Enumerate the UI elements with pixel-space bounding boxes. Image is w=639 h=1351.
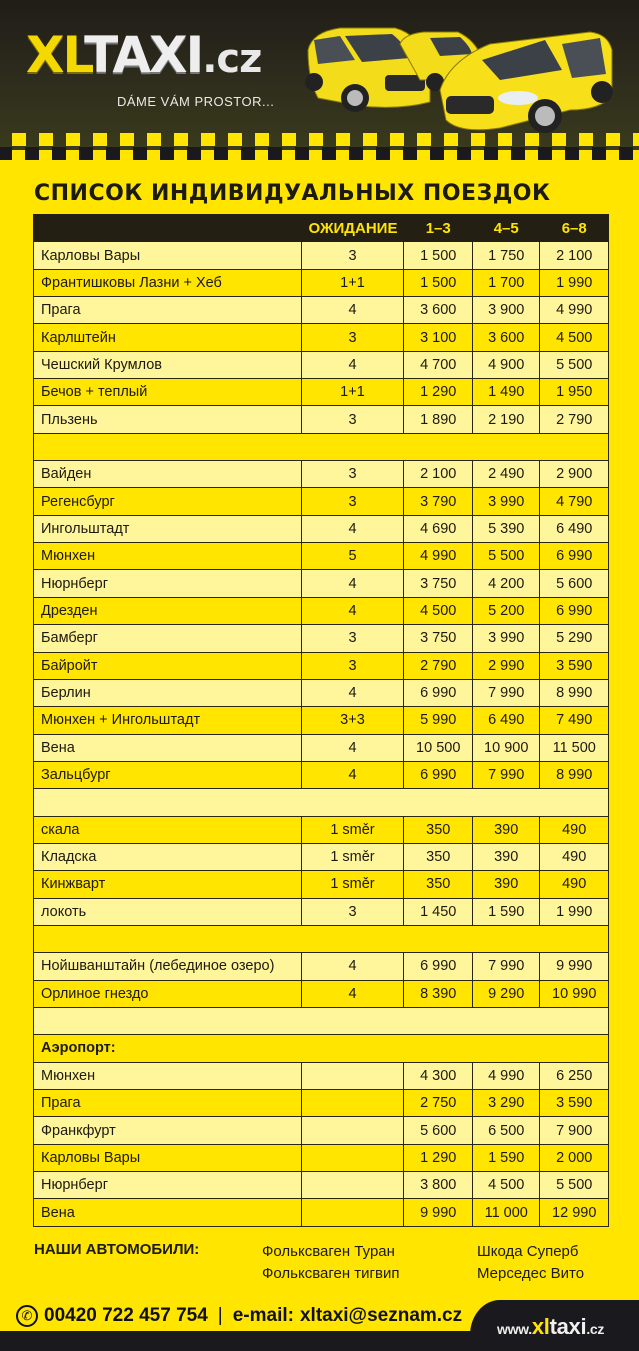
slogan: DÁME VÁM PROSTOR...: [117, 94, 275, 109]
checker-square: [214, 147, 228, 160]
destination-cell: Дрезден: [34, 597, 302, 624]
website-xl: xl: [531, 1314, 550, 1339]
checker-square: [12, 133, 26, 146]
table-row: [34, 652, 609, 679]
waiting-cell: 4: [301, 570, 404, 597]
checker-square: [255, 133, 269, 146]
waiting-cell: 1+1: [301, 269, 404, 296]
logo-xl: XL: [26, 26, 85, 84]
price-6-8-cell: 4 500: [540, 324, 609, 351]
price-6-8-cell: 3 590: [540, 652, 609, 679]
table-row: [34, 843, 609, 870]
waiting-cell: 3: [301, 461, 404, 488]
spacer-cell: [34, 789, 609, 816]
checker-square: [174, 133, 188, 146]
price-6-8-cell: 6 990: [540, 597, 609, 624]
destination-cell: Франтишковы Лазни + Хеб: [34, 269, 302, 296]
col-header-waiting: ОЖИДАНИЕ: [301, 215, 404, 242]
checker-square: [79, 147, 93, 160]
checker-square: [444, 133, 458, 146]
email-label: e-mail:: [232, 1305, 294, 1326]
destination-cell: Нюрнберг: [34, 1172, 302, 1199]
checker-square: [39, 133, 53, 146]
destination-cell: Ингольштадт: [34, 515, 302, 542]
price-4-5-cell: 3 900: [473, 297, 540, 324]
destination-cell: Вена: [34, 734, 302, 761]
contact-line: [16, 1305, 462, 1327]
table-row: [34, 816, 609, 843]
price-1-3-cell: 4 990: [404, 543, 473, 570]
checker-square: [633, 133, 639, 146]
price-4-5-cell: 4 200: [473, 570, 540, 597]
waiting-cell: 3: [301, 898, 404, 925]
price-4-5-cell: 4 500: [473, 1172, 540, 1199]
table-row: [34, 1172, 609, 1199]
checker-square: [525, 133, 539, 146]
table-row: [34, 515, 609, 542]
destination-cell: Нойшванштайн (лебединое озеро): [34, 953, 302, 980]
destination-cell: Бечов + теплый: [34, 379, 302, 406]
checker-square: [417, 133, 431, 146]
destination-cell: Чешский Крумлов: [34, 351, 302, 378]
col-header-4-5: 4–5: [473, 215, 540, 242]
price-6-8-cell: 5 290: [540, 625, 609, 652]
checker-square: [187, 147, 201, 160]
price-4-5-cell: 7 990: [473, 761, 540, 788]
checker-square: [390, 133, 404, 146]
table-row: [34, 898, 609, 925]
waiting-cell: 3: [301, 652, 404, 679]
price-1-3-cell: 1 500: [404, 242, 473, 269]
table-row: [34, 734, 609, 761]
price-6-8-cell: 5 600: [540, 570, 609, 597]
waiting-cell: 1 směr: [301, 871, 404, 898]
price-4-5-cell: 3 990: [473, 488, 540, 515]
waiting-cell: 4: [301, 679, 404, 706]
car-item: Фольксваген тигвип: [262, 1265, 400, 1282]
checker-square: [430, 147, 444, 160]
price-1-3-cell: 3 750: [404, 570, 473, 597]
website-link[interactable]: [497, 1314, 604, 1340]
section-title: Аэропорт:: [34, 1035, 609, 1062]
price-1-3-cell: 2 750: [404, 1090, 473, 1117]
car-item: Шкода Суперб: [477, 1243, 579, 1260]
price-1-3-cell: 10 500: [404, 734, 473, 761]
section-row: [34, 1035, 609, 1062]
waiting-cell: [301, 1199, 404, 1226]
table-row: [34, 1062, 609, 1089]
destination-cell: Франкфурт: [34, 1117, 302, 1144]
page-title: СПИСОК ИНДИВИДУАЛЬНЫХ ПОЕЗДОК: [34, 181, 551, 206]
price-1-3-cell: 1 450: [404, 898, 473, 925]
price-6-8-cell: 11 500: [540, 734, 609, 761]
price-4-5-cell: 390: [473, 816, 540, 843]
price-1-3-cell: 8 390: [404, 980, 473, 1007]
destination-cell: Мюнхен: [34, 543, 302, 570]
waiting-cell: 4: [301, 351, 404, 378]
phone-number[interactable]: 00420 722 457 754: [44, 1305, 208, 1326]
price-6-8-cell: 5 500: [540, 1172, 609, 1199]
destination-cell: Карловы Вары: [34, 1144, 302, 1171]
price-6-8-cell: 1 950: [540, 379, 609, 406]
price-6-8-cell: 9 990: [540, 953, 609, 980]
table-header-row: [34, 215, 609, 242]
price-4-5-cell: 10 900: [473, 734, 540, 761]
price-1-3-cell: 1 290: [404, 379, 473, 406]
cars-column-2: [477, 1241, 584, 1285]
price-4-5-cell: 3 600: [473, 324, 540, 351]
separator: |: [217, 1305, 223, 1326]
table-row: [34, 488, 609, 515]
checker-square: [160, 147, 174, 160]
price-4-5-cell: 11 000: [473, 1199, 540, 1226]
table-row: [34, 461, 609, 488]
destination-cell: Бамберг: [34, 625, 302, 652]
price-1-3-cell: 1 290: [404, 1144, 473, 1171]
price-4-5-cell: 6 500: [473, 1117, 540, 1144]
price-4-5-cell: 5 500: [473, 543, 540, 570]
price-6-8-cell: 1 990: [540, 269, 609, 296]
price-1-3-cell: 2 790: [404, 652, 473, 679]
destination-cell: Прага: [34, 297, 302, 324]
price-4-5-cell: 1 750: [473, 242, 540, 269]
col-header-6-8: 6–8: [540, 215, 609, 242]
waiting-cell: 3: [301, 488, 404, 515]
table-row: [34, 871, 609, 898]
waiting-cell: 3: [301, 406, 404, 433]
checker-square: [376, 147, 390, 160]
price-4-5-cell: 390: [473, 843, 540, 870]
price-6-8-cell: 12 990: [540, 1199, 609, 1226]
table-row: [34, 242, 609, 269]
logo-taxi: TAXI: [84, 26, 203, 84]
table-row: [34, 1199, 609, 1226]
our-cars-label: НАШИ АВТОМОБИЛИ:: [34, 1241, 200, 1258]
price-1-3-cell: 350: [404, 816, 473, 843]
checker-square: [282, 133, 296, 146]
checker-square: [25, 147, 39, 160]
waiting-cell: 4: [301, 980, 404, 1007]
price-6-8-cell: 490: [540, 843, 609, 870]
price-4-5-cell: 3 990: [473, 625, 540, 652]
checker-square: [201, 133, 215, 146]
waiting-cell: [301, 1117, 404, 1144]
price-6-8-cell: 10 990: [540, 980, 609, 1007]
price-1-3-cell: 5 990: [404, 707, 473, 734]
price-6-8-cell: 6 990: [540, 543, 609, 570]
price-4-5-cell: 390: [473, 871, 540, 898]
checker-square: [457, 147, 471, 160]
table-row: [34, 1117, 609, 1144]
price-1-3-cell: 4 700: [404, 351, 473, 378]
price-4-5-cell: 3 290: [473, 1090, 540, 1117]
checker-square: [538, 147, 552, 160]
waiting-cell: 4: [301, 734, 404, 761]
destination-cell: локоть: [34, 898, 302, 925]
checker-square: [471, 133, 485, 146]
price-4-5-cell: 1 590: [473, 898, 540, 925]
checker-square: [322, 147, 336, 160]
waiting-cell: 1 směr: [301, 843, 404, 870]
price-4-5-cell: 2 190: [473, 406, 540, 433]
checker-square: [511, 147, 525, 160]
waiting-cell: 1+1: [301, 379, 404, 406]
price-6-8-cell: 6 490: [540, 515, 609, 542]
col-header-destination: [34, 215, 302, 242]
checker-square: [309, 133, 323, 146]
checker-square: [133, 147, 147, 160]
destination-cell: Прага: [34, 1090, 302, 1117]
price-6-8-cell: 8 990: [540, 679, 609, 706]
table-row: [34, 269, 609, 296]
checker-square: [592, 147, 606, 160]
price-1-3-cell: 3 790: [404, 488, 473, 515]
price-6-8-cell: 7 900: [540, 1117, 609, 1144]
price-6-8-cell: 490: [540, 816, 609, 843]
checker-stripe: [0, 133, 639, 161]
price-1-3-cell: 2 100: [404, 461, 473, 488]
price-1-3-cell: 3 750: [404, 625, 473, 652]
price-1-3-cell: 350: [404, 871, 473, 898]
waiting-cell: 4: [301, 597, 404, 624]
price-6-8-cell: 8 990: [540, 761, 609, 788]
email-address[interactable]: xltaxi@seznam.cz: [299, 1305, 463, 1326]
price-1-3-cell: 4 690: [404, 515, 473, 542]
cars-column-1: [262, 1241, 399, 1285]
price-6-8-cell: 4 790: [540, 488, 609, 515]
price-6-8-cell: 1 990: [540, 898, 609, 925]
price-4-5-cell: 2 490: [473, 461, 540, 488]
table-row: [34, 406, 609, 433]
price-4-5-cell: 1 490: [473, 379, 540, 406]
table-row: [34, 324, 609, 351]
destination-cell: Орлиное гнездо: [34, 980, 302, 1007]
price-4-5-cell: 5 200: [473, 597, 540, 624]
car-item: Мерседес Вито: [477, 1265, 585, 1282]
car-item: Фольксваген Туран: [262, 1243, 395, 1260]
table-row: [34, 761, 609, 788]
checker-square: [619, 147, 633, 160]
col-header-1-3: 1–3: [404, 215, 473, 242]
price-4-5-cell: 5 390: [473, 515, 540, 542]
waiting-cell: 4: [301, 515, 404, 542]
price-6-8-cell: 3 590: [540, 1090, 609, 1117]
price-table: [33, 214, 609, 1227]
website-tld: .cz: [586, 1321, 605, 1337]
price-6-8-cell: 4 990: [540, 297, 609, 324]
price-4-5-cell: 6 490: [473, 707, 540, 734]
table-row: [34, 379, 609, 406]
checker-square: [120, 133, 134, 146]
checker-square: [498, 133, 512, 146]
spacer-row: [34, 433, 609, 460]
checker-square: [295, 147, 309, 160]
price-4-5-cell: 2 990: [473, 652, 540, 679]
price-4-5-cell: 7 990: [473, 679, 540, 706]
checker-square: [268, 147, 282, 160]
price-4-5-cell: 1 590: [473, 1144, 540, 1171]
checker-square: [228, 133, 242, 146]
price-1-3-cell: 9 990: [404, 1199, 473, 1226]
price-4-5-cell: 7 990: [473, 953, 540, 980]
table-row: [34, 351, 609, 378]
price-1-3-cell: 3 100: [404, 324, 473, 351]
waiting-cell: 3: [301, 324, 404, 351]
checker-square: [403, 147, 417, 160]
checker-square: [66, 133, 80, 146]
table-row: [34, 570, 609, 597]
price-1-3-cell: 1 890: [404, 406, 473, 433]
destination-cell: Карлштейн: [34, 324, 302, 351]
checker-square: [336, 133, 350, 146]
spacer-cell: [34, 433, 609, 460]
spacer-cell: [34, 1007, 609, 1034]
price-6-8-cell: 7 490: [540, 707, 609, 734]
waiting-cell: [301, 1090, 404, 1117]
destination-cell: Пльзень: [34, 406, 302, 433]
table-row: [34, 297, 609, 324]
destination-cell: Мюнхен: [34, 1062, 302, 1089]
destination-cell: Байройт: [34, 652, 302, 679]
waiting-cell: [301, 1172, 404, 1199]
table-row: [34, 679, 609, 706]
taxi-cars-image: [300, 10, 639, 140]
waiting-cell: 4: [301, 761, 404, 788]
price-4-5-cell: 4 990: [473, 1062, 540, 1089]
price-4-5-cell: 1 700: [473, 269, 540, 296]
price-6-8-cell: 2 790: [540, 406, 609, 433]
price-6-8-cell: 6 250: [540, 1062, 609, 1089]
spacer-row: [34, 789, 609, 816]
price-1-3-cell: 4 500: [404, 597, 473, 624]
waiting-cell: [301, 1062, 404, 1089]
destination-cell: Карловы Вары: [34, 242, 302, 269]
price-4-5-cell: 4 900: [473, 351, 540, 378]
checker-square: [363, 133, 377, 146]
spacer-row: [34, 1007, 609, 1034]
table-row: [34, 1144, 609, 1171]
price-6-8-cell: 490: [540, 871, 609, 898]
table-row: [34, 597, 609, 624]
waiting-cell: 3: [301, 242, 404, 269]
checker-square: [579, 133, 593, 146]
table-row: [34, 980, 609, 1007]
price-6-8-cell: 2 100: [540, 242, 609, 269]
table-row: [34, 953, 609, 980]
price-6-8-cell: 2 000: [540, 1144, 609, 1171]
destination-cell: Вайден: [34, 461, 302, 488]
website-prefix: www.: [497, 1321, 532, 1337]
destination-cell: Кинжварт: [34, 871, 302, 898]
table-row: [34, 625, 609, 652]
checker-square: [241, 147, 255, 160]
waiting-cell: [301, 1144, 404, 1171]
price-6-8-cell: 2 900: [540, 461, 609, 488]
logo-tld: .cz: [202, 36, 262, 82]
price-4-5-cell: 9 290: [473, 980, 540, 1007]
waiting-cell: 1 směr: [301, 816, 404, 843]
spacer-cell: [34, 925, 609, 952]
waiting-cell: 5: [301, 543, 404, 570]
table-row: [34, 543, 609, 570]
destination-cell: Нюрнберг: [34, 570, 302, 597]
phone-icon: ✆: [16, 1305, 38, 1327]
checker-square: [349, 147, 363, 160]
checker-square: [552, 133, 566, 146]
checker-square: [147, 133, 161, 146]
destination-cell: Зальцбург: [34, 761, 302, 788]
price-1-3-cell: 5 600: [404, 1117, 473, 1144]
price-1-3-cell: 1 500: [404, 269, 473, 296]
price-1-3-cell: 6 990: [404, 953, 473, 980]
destination-cell: Берлин: [34, 679, 302, 706]
table-row: [34, 707, 609, 734]
checker-square: [565, 147, 579, 160]
price-6-8-cell: 5 500: [540, 351, 609, 378]
checker-square: [484, 147, 498, 160]
checker-square: [106, 147, 120, 160]
checker-square: [52, 147, 66, 160]
header-banner: [0, 0, 639, 150]
checker-square: [606, 133, 620, 146]
price-1-3-cell: 3 600: [404, 297, 473, 324]
logo: [26, 26, 262, 84]
waiting-cell: 3+3: [301, 707, 404, 734]
table-row: [34, 1090, 609, 1117]
website-taxi: taxi: [549, 1314, 587, 1339]
waiting-cell: 3: [301, 625, 404, 652]
price-1-3-cell: 350: [404, 843, 473, 870]
waiting-cell: 4: [301, 953, 404, 980]
checker-square: [93, 133, 107, 146]
destination-cell: Мюнхен + Ингольштадт: [34, 707, 302, 734]
price-1-3-cell: 6 990: [404, 761, 473, 788]
destination-cell: скала: [34, 816, 302, 843]
checker-square: [0, 147, 12, 160]
destination-cell: Регенсбург: [34, 488, 302, 515]
destination-cell: Кладска: [34, 843, 302, 870]
waiting-cell: 4: [301, 297, 404, 324]
price-1-3-cell: 4 300: [404, 1062, 473, 1089]
price-1-3-cell: 3 800: [404, 1172, 473, 1199]
spacer-row: [34, 925, 609, 952]
price-1-3-cell: 6 990: [404, 679, 473, 706]
destination-cell: Вена: [34, 1199, 302, 1226]
